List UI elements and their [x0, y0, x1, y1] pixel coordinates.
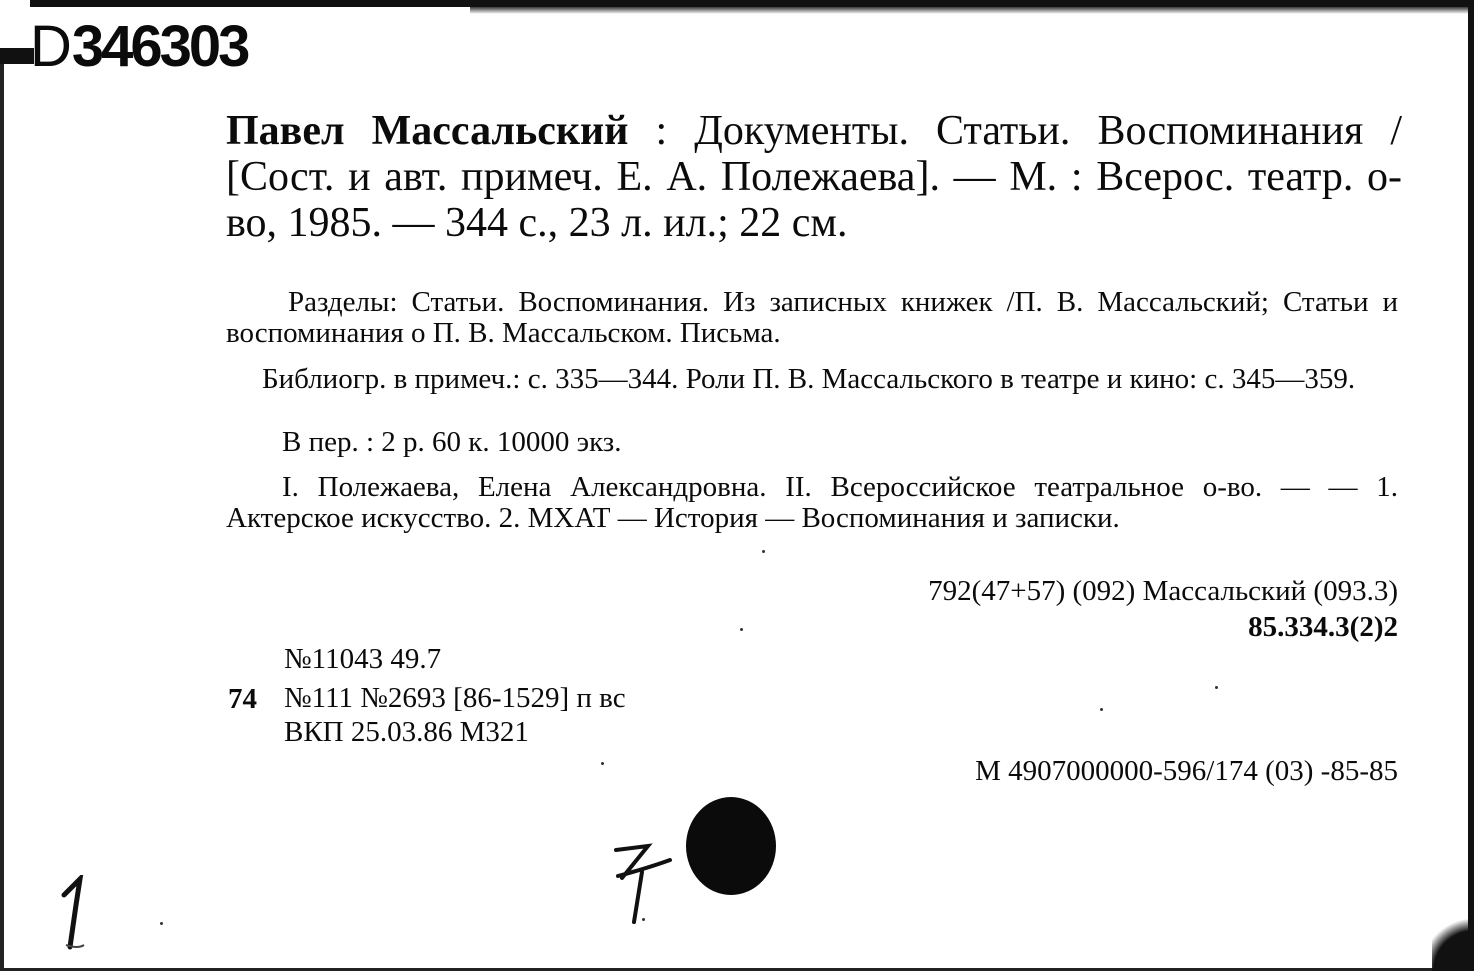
accession-number [30, 14, 248, 79]
speck [762, 550, 765, 553]
handwritten-one-icon [58, 875, 98, 955]
speck [601, 762, 604, 765]
card-right-edge [1468, 0, 1474, 971]
speck [740, 628, 743, 631]
speck [160, 922, 163, 925]
punched-dot [686, 797, 776, 895]
order-line-2: №111 №2693 [86-1529] п вс [284, 682, 626, 714]
speck [1215, 686, 1218, 689]
bbk-index: 85.334.3(2)2 [1248, 611, 1398, 643]
handwritten-seven [608, 838, 688, 933]
order-number: №11043 49.7 [284, 643, 442, 675]
accession-underline [0, 48, 34, 64]
bibliography-note: Библиогр. в примеч.: с. 335—344. Роли П. В. Массальского в театре и кино: с. 345—359. [262, 363, 1356, 395]
accession-marker: D [30, 14, 72, 79]
accession-digits: 346303 [71, 14, 248, 79]
speck [1100, 708, 1103, 711]
price-note: В пер. : 2 р. 60 к. 10000 экз. [282, 426, 622, 458]
title-rest: : Документы. Статьи. Воспоминания / [Сост. и авт. примеч. Е. А. Полежаева]. — М. : Всерос. театр. о-во, 1985. — 344 с., 23 л. ил.; 22 см. [226, 108, 1403, 246]
handwritten-one [58, 875, 98, 960]
udc-index: 792(47+57) (092) Массальский (093.3) [928, 575, 1398, 607]
corner-smudge [1432, 911, 1474, 971]
order-line-3: ВКП 25.03.86 М321 [284, 716, 529, 748]
contents-note: Разделы: Статьи. Воспоминания. Из записных книжек /П. В. Массальский; Статьи и воспоминания о П. В. Массальском. Письма. [226, 286, 1398, 349]
card-left-edge [0, 60, 4, 971]
speck [642, 918, 645, 921]
title-statement [226, 108, 1402, 246]
subject-entries: I. Полежаева, Елена Александровна. II. Всероссийское театральное о-во. — — 1. Актерское искусство. 2. МХАТ — История — Воспоминания и записки. [226, 471, 1398, 534]
handwritten-seven-icon [608, 838, 688, 928]
card-top-edge-shadow [470, 0, 1474, 14]
prefix-74: 74 [228, 683, 257, 715]
isbn-code: М 4907000000-596/174 (03) -85-85 [975, 755, 1398, 787]
author-heading: Павел Массальский [226, 108, 629, 154]
